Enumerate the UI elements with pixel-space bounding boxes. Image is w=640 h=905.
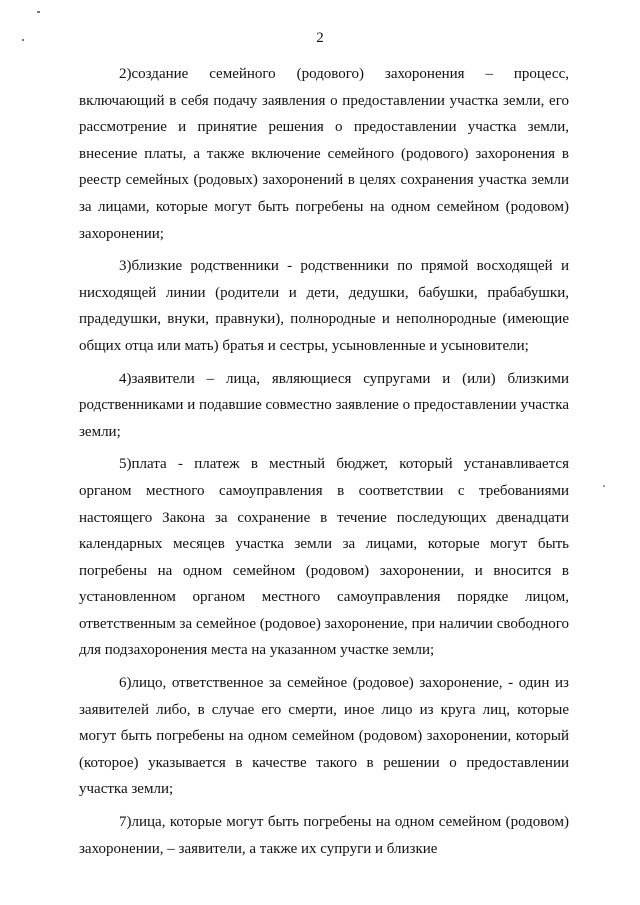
item-number: 7)	[119, 814, 132, 831]
item-text: лица, которые могут быть погребены на одном семейном (родовом) захоронении, – заявители, а также их супруги и близкие	[79, 814, 569, 857]
item-number: 6)	[119, 675, 132, 692]
item-text: близкие родственники - родственники по прямой восходящей и нисходящей линии (родители и дети, дедушки, бабушки, прабабушки, прадедушки, внуки, правнуки), полнородные и неполнородные (имеющие общих отца или мать) братья и сестры, усыновленные и усыновители;	[79, 258, 569, 354]
item-text: создание семейного (родового) захоронения – процесс, включающий в себя подачу заявления о предоставлении участка земли, его рассмотрение и принятие решения о предоставлении участка земли, внесение платы, а также включение семейного (родового) захоронения в реестр семейных (родовых) захоронений в целях сохранения участка земли за лицами, которые могут быть погребены на одном семейном (родовом) захоронении;	[79, 66, 569, 242]
paragraph-item-5	[79, 451, 569, 664]
item-text: плата - платеж в местный бюджет, который устанавливается органом местного самоуправления в соответствии с требованиями настоящего Закона за сохранение в течение последующих двенадцати календарных месяцев участка земли за лицами, которые могут быть погребены на одном семейном (родовом) захоронении, и вносится в установленном органом местного самоуправления порядке лицом, ответственным за семейное (родовое) захоронение, при наличии свободного для подзахоронения места на указанном участке земли;	[79, 456, 569, 659]
paragraph-item-3	[79, 253, 569, 359]
paragraph-item-2	[79, 61, 569, 247]
item-number: 5)	[119, 456, 132, 473]
item-number: 4)	[119, 370, 132, 387]
page-number: 2	[316, 30, 324, 46]
paragraph-item-7	[79, 809, 569, 862]
item-number: 2)	[119, 66, 132, 82]
item-text: лицо, ответственное за семейное (родовое) захоронение, - один из заявителей либо, в случае его смерти, иное лицо из круга лиц, которые могут быть погребены на одном семейном (родовом) захоронении, который (которое) указывается в качестве такого в решении о предоставлении участка земли;	[79, 675, 569, 798]
scan-speck	[603, 485, 605, 487]
item-number: 3)	[119, 258, 132, 275]
item-text: заявители – лица, являющиеся супругами и (или) близкими родственниками и подавшие совместно заявление о предоставлении участка земли;	[79, 370, 569, 440]
scan-speck	[37, 11, 40, 13]
paragraph-item-4	[79, 366, 569, 446]
document-body	[79, 61, 569, 868]
paragraph-item-6	[79, 670, 569, 803]
